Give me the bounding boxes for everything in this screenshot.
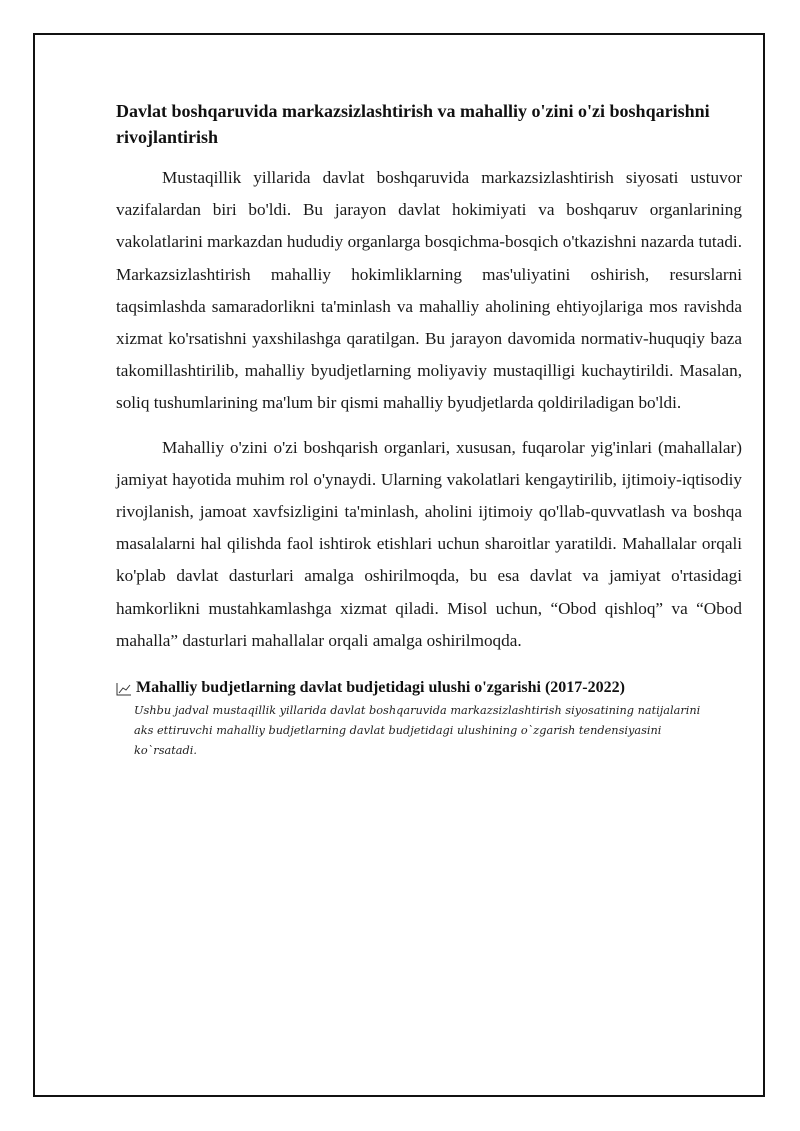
chart-line-icon bbox=[116, 681, 132, 695]
table-description: Ushbu jadval mustaqillik yillarida davlat boshqaruvida markazsizlashtirish siyosatining natijalarini aks ettiruvchi mahalliy budjetlarning davlat budjetidagi ulushining o`zgarish tendensiyasini ko`rsatadi. bbox=[134, 704, 701, 758]
document-content bbox=[116, 98, 742, 761]
table-caption bbox=[116, 677, 742, 699]
table-caption-text: Mahalliy budjetlarning davlat budjetidagi ulushi o'zgarishi (2017-2022) bbox=[136, 679, 625, 697]
paragraph-1: Mustaqillik yillarida davlat boshqaruvida markazsizlashtirish siyosati ustuvor vazifalardan biri bo'ldi. Bu jarayon davlat hokimiyati va boshqaruv organlarining vakolatlarini markazdan hududiy organlarga bosqichma-bosqich o'tkazishni nazarda tutadi. Markazsizlashtirish mahalliy hokimliklarning mas'uliyatini oshirish, resurslarni taqsimlashda samaradorlikni ta'minlash va mahalliy aholining ehtiyojlariga mos ravishda xizmat ko'rsatishni yaxshilashga qaratilgan. Bu jarayon davomida normativ-huquqiy baza takomillashtirilib, mahalliy byudjetlarning moliyaviy mustaqilligi kuchaytirildi. Masalan, soliq tushumlarining ma'lum bir qismi mahalliy byudjetlarda qoldiriladigan bo'ldi. bbox=[116, 168, 742, 413]
paragraph-2: Mahalliy o'zini o'zi boshqarish organlari, xususan, fuqarolar yig'inlari (mahallalar) jamiyat hayotida muhim rol o'ynaydi. Ularning vakolatlari kengaytirilib, ijtimoiy-iqtisodiy rivojlanish, jamoat xavfsizligini ta'minlash, aholini ijtimoiy qo'llab-quvvatlash va boshqa masalalarni hal qilishda faol ishtirok etishlari uchun sharoitlar yaratildi. Mahallalar orqali ko'plab davlat dasturlari amalga oshirilmoqda, bu esa davlat va jamiyat o'rtasidagi hamkorlikni mustahkamlashga xizmat qiladi. Misol uchun, “Obod qishloq” va “Obod mahalla” dasturlari mahallalar orqali amalga oshirilmoqda. bbox=[116, 437, 742, 650]
document-title: Davlat boshqaruvida markazsizlashtirish va mahalliy o'zini o'zi boshqarishni rivojlantirish bbox=[116, 101, 710, 147]
